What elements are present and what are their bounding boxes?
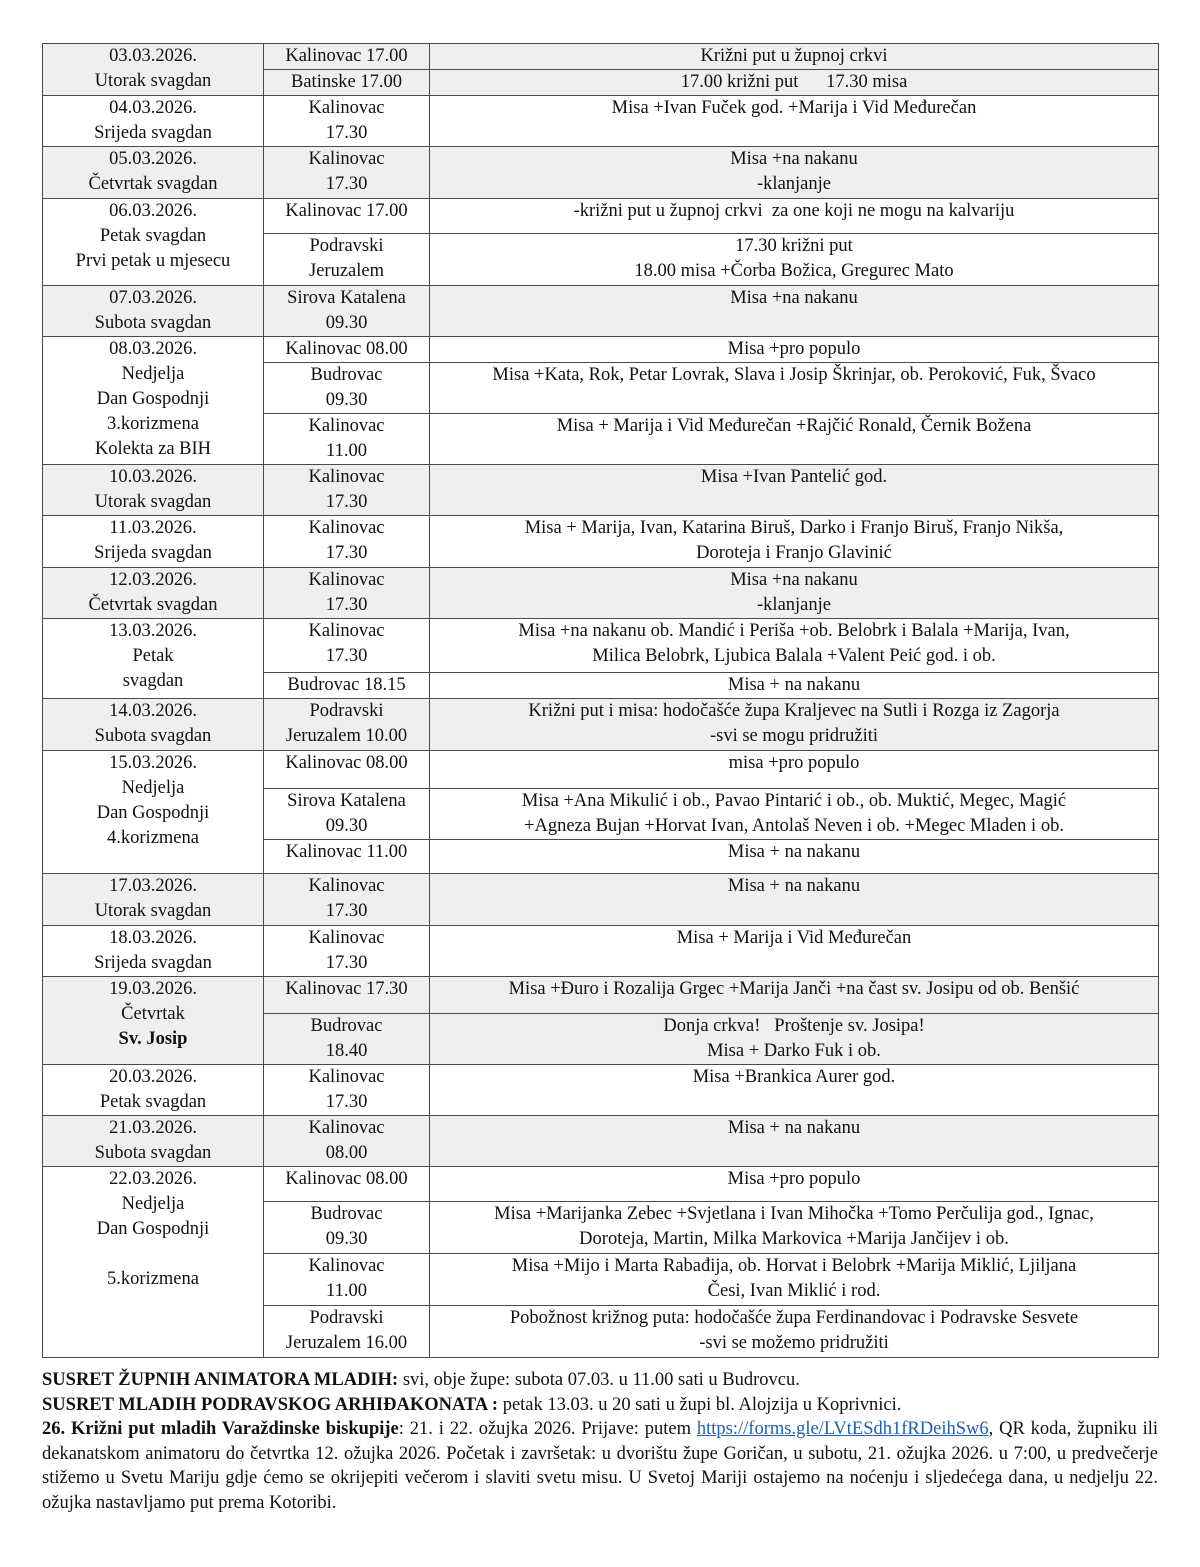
location-line: Kalinovac 17.00 <box>285 46 408 66</box>
day-cell <box>43 751 264 874</box>
note-animators <box>42 1368 1158 1393</box>
location-line: 17.30 <box>325 174 368 194</box>
day-cell <box>43 147 264 199</box>
intention-cell <box>430 414 1159 465</box>
day-label: Utorak svagdan <box>94 71 212 91</box>
schedule-row <box>43 44 1159 70</box>
location-cell <box>264 1116 430 1167</box>
location-cell <box>264 363 430 414</box>
intention-line: Pobožnost križnog puta: hodočašće župa Ferdinandovac i Podravske Sesvete <box>509 1308 1079 1328</box>
day-date: 13.03.2026. <box>109 621 197 641</box>
day-date: 15.03.2026. <box>109 753 197 773</box>
intention-cell <box>430 840 1159 874</box>
intention-line: Misa +na nakanu <box>730 570 858 590</box>
location-cell <box>264 1014 430 1065</box>
day-date: 10.03.2026. <box>109 467 197 487</box>
location-line: Kalinovac <box>308 876 385 896</box>
location-line: Kalinovac <box>308 1067 385 1087</box>
intention-cell <box>430 751 1159 789</box>
location-cell <box>264 199 430 234</box>
intention-cell <box>430 977 1159 1014</box>
location-line: Kalinovac <box>308 98 385 118</box>
location-line: Kalinovac 08.00 <box>285 1169 408 1189</box>
location-line: Podravski <box>309 701 384 721</box>
day-label: Dan Gospodnji <box>96 803 210 823</box>
intention-cell <box>430 234 1159 286</box>
day-date: 08.03.2026. <box>109 339 197 359</box>
location-line: 17.30 <box>325 953 368 973</box>
location-line: Podravski <box>309 1308 384 1328</box>
intention-cell <box>430 874 1159 926</box>
note-youth-meeting-label: SUSRET MLADIH PODRAVSKOG ARHIĐAKONATA : <box>42 1394 499 1415</box>
schedule-row <box>43 568 1159 619</box>
schedule-row <box>43 286 1159 337</box>
schedule-row <box>43 619 1159 673</box>
announcements <box>42 1368 1158 1515</box>
location-line: Kalinovac <box>308 467 385 487</box>
day-date: 05.03.2026. <box>109 149 197 169</box>
day-label: Nedjelja <box>121 778 185 798</box>
day-cell <box>43 337 264 465</box>
intention-cell <box>430 44 1159 70</box>
location-cell <box>264 1167 430 1202</box>
day-label: Nedjelja <box>121 364 185 384</box>
intention-cell <box>430 1167 1159 1202</box>
intention-line: Misa + na nakanu <box>727 876 861 896</box>
intention-line: Misa +Ana Mikulić i ob., Pavao Pintarić i ob., ob. Muktić, Megec, Magić <box>521 791 1067 811</box>
intention-cell <box>430 699 1159 751</box>
day-label: Subota svagdan <box>94 726 212 746</box>
location-cell <box>264 673 430 699</box>
schedule-row <box>43 147 1159 199</box>
schedule-row <box>43 199 1159 234</box>
schedule-row <box>43 465 1159 516</box>
intention-cell <box>430 337 1159 363</box>
location-line: Jeruzalem 10.00 <box>285 726 408 746</box>
location-line: Jeruzalem <box>309 261 384 281</box>
day-label: Nedjelja <box>121 1194 185 1214</box>
location-cell <box>264 234 430 286</box>
day-label: Utorak svagdan <box>94 901 212 921</box>
intention-cell <box>430 619 1159 673</box>
intention-line: Misa + na nakanu <box>727 1118 861 1138</box>
location-line: Kalinovac 08.00 <box>285 339 408 359</box>
day-date: 06.03.2026. <box>109 201 197 221</box>
location-cell <box>264 1306 430 1358</box>
intention-line: -svi se mogu pridružiti <box>709 726 879 746</box>
day-cell <box>43 977 264 1065</box>
day-label <box>47 1242 259 1267</box>
intention-cell <box>430 926 1159 977</box>
day-label: Četvrtak svagdan <box>88 595 218 615</box>
location-line: Budrovac 18.15 <box>287 675 406 695</box>
note-way-of-cross-text-b: , QR koda, župniku ili dekanatskom animatoru do četvrtka 12. ožujka 2026. Početak i završetak: u dvorištu župe Goričan, u subotu, 21. ožujka 2026. u 7:00, u predvečerje stižemo u Svetu Mariju gdje ćemo se okrijepiti večerom i slaviti svetu misu. U Svetoj Mariji ostajemo na noćenju i sljedećega dana, u nedjelju 22. ožujka nastavljamo put prema Kotoribi. <box>42 1419 1159 1513</box>
day-date: 22.03.2026. <box>109 1169 197 1189</box>
intention-line: Križni put i misa: hodočašće župa Kraljevec na Sutli i Rozga iz Zagorja <box>528 701 1060 721</box>
location-line: Kalinovac 17.00 <box>285 201 408 221</box>
location-cell <box>264 286 430 337</box>
location-cell <box>264 465 430 516</box>
day-label: Četvrtak <box>121 1004 185 1024</box>
day-label: 4.korizmena <box>107 828 199 848</box>
intention-line: 17.30 križni put <box>735 236 853 256</box>
day-cell <box>43 1116 264 1167</box>
intention-cell <box>430 1254 1159 1306</box>
day-date: 14.03.2026. <box>109 701 197 721</box>
intention-line: -klanjanje <box>757 595 831 615</box>
location-cell <box>264 568 430 619</box>
location-cell <box>264 414 430 465</box>
location-cell <box>264 516 430 568</box>
intention-line: Misa +pro populo <box>727 1169 861 1189</box>
location-line: Kalinovac <box>308 1118 385 1138</box>
location-cell <box>264 874 430 926</box>
day-label: 3.korizmena <box>107 414 199 434</box>
schedule-row <box>43 874 1159 926</box>
intention-line: -klanjanje <box>757 174 831 194</box>
note-way-of-cross <box>42 1417 1158 1515</box>
location-line: Budrovac <box>310 365 383 385</box>
day-date: 12.03.2026. <box>109 570 197 590</box>
intention-line: Misa + Marija i Vid Međurečan <box>676 928 912 948</box>
schedule-row <box>43 1065 1159 1116</box>
location-line: Budrovac <box>310 1204 383 1224</box>
location-line: 09.30 <box>325 1229 368 1249</box>
intention-line: Misa +Đuro i Rozalija Grgec +Marija Janči +na čast sv. Josipu od ob. Benšić <box>508 979 1080 999</box>
intention-cell <box>430 673 1159 699</box>
location-line: Kalinovac <box>308 416 385 436</box>
day-cell <box>43 1065 264 1116</box>
day-label: Subota svagdan <box>94 313 212 333</box>
day-label: Četvrtak svagdan <box>88 174 218 194</box>
intention-line: Misa +na nakanu <box>730 288 858 308</box>
location-line: Kalinovac <box>308 570 385 590</box>
location-cell <box>264 751 430 789</box>
day-date: 17.03.2026. <box>109 876 197 896</box>
intention-cell <box>430 516 1159 568</box>
day-label: Srijeda svagdan <box>94 953 212 973</box>
day-date: 21.03.2026. <box>109 1118 197 1138</box>
location-line: 17.30 <box>325 123 368 143</box>
intention-cell <box>430 1306 1159 1358</box>
intention-line: Misa + Marija, Ivan, Katarina Biruš, Darko i Franjo Biruš, Franjo Nikša, <box>524 518 1064 538</box>
day-label: Petak svagdan <box>99 226 207 246</box>
location-line: 09.30 <box>325 390 368 410</box>
location-line: 08.00 <box>325 1143 368 1163</box>
intention-line: Misa +Marijanka Zebec +Svjetlana i Ivan Mihočka +Tomo Perčulija god., Ignac, <box>494 1204 1094 1224</box>
day-label: svagdan <box>122 671 184 691</box>
location-line: Jeruzalem 16.00 <box>285 1333 408 1353</box>
location-line: 17.30 <box>325 595 368 615</box>
schedule-row <box>43 751 1159 789</box>
location-cell <box>264 1254 430 1306</box>
intention-line: -križni put u župnoj crkvi za one koji ne mogu na kalvariju <box>573 201 1015 221</box>
day-date: 03.03.2026. <box>109 46 197 66</box>
note-animators-label: SUSRET ŽUPNIH ANIMATORA MLADIH: <box>42 1370 399 1390</box>
location-cell <box>264 44 430 70</box>
location-line: 17.30 <box>325 543 368 563</box>
intention-cell <box>430 1202 1159 1254</box>
schedule-row <box>43 337 1159 363</box>
location-line: 09.30 <box>325 816 368 836</box>
location-cell <box>264 96 430 147</box>
intention-line: 18.00 misa +Čorba Božica, Gregurec Mato <box>634 261 954 281</box>
day-cell <box>43 44 264 96</box>
intention-line: Misa +pro populo <box>727 339 861 359</box>
note-way-of-cross-label: 26. Križni put mladih Varaždinske biskupije <box>42 1419 399 1439</box>
location-line: Kalinovac 08.00 <box>285 753 408 773</box>
intention-cell <box>430 363 1159 414</box>
location-line: 17.30 <box>325 901 368 921</box>
location-cell <box>264 147 430 199</box>
location-cell <box>264 926 430 977</box>
intention-line: -svi se možemo pridružiti <box>699 1333 889 1353</box>
registration-link[interactable]: https://forms.gle/LVtESdh1fRDeihSw6 <box>696 1419 989 1439</box>
day-cell <box>43 619 264 699</box>
schedule-row <box>43 977 1159 1014</box>
location-line: 17.30 <box>325 1092 368 1112</box>
intention-line: 17.00 križni put 17.30 misa <box>680 72 908 92</box>
day-cell <box>43 568 264 619</box>
schedule-row <box>43 926 1159 977</box>
day-date: 18.03.2026. <box>109 928 197 948</box>
schedule-row <box>43 516 1159 568</box>
location-line: Kalinovac 17.30 <box>285 979 408 999</box>
intention-cell <box>430 568 1159 619</box>
location-cell <box>264 337 430 363</box>
day-label: Prvi petak u mjesecu <box>75 251 231 271</box>
schedule-row <box>43 699 1159 751</box>
location-cell <box>264 1202 430 1254</box>
schedule-row <box>43 1116 1159 1167</box>
location-line: Sirova Katalena <box>287 288 406 308</box>
day-date: 11.03.2026. <box>109 518 197 538</box>
intention-cell <box>430 199 1159 234</box>
day-cell <box>43 699 264 751</box>
day-label: Petak svagdan <box>99 1092 207 1112</box>
day-date: 04.03.2026. <box>109 98 197 118</box>
intention-line: misa +pro populo <box>728 753 860 773</box>
day-label: 5.korizmena <box>107 1269 199 1289</box>
day-cell <box>43 926 264 977</box>
location-cell <box>264 1065 430 1116</box>
day-date: 19.03.2026. <box>109 979 197 999</box>
intention-cell <box>430 286 1159 337</box>
mass-schedule-table <box>42 43 1159 1358</box>
location-line: Podravski <box>309 236 384 256</box>
day-label: Srijeda svagdan <box>94 123 212 143</box>
day-cell <box>43 874 264 926</box>
intention-line: +Agneza Bujan +Horvat Ivan, Antolaš Neven i ob. +Megec Mladen i ob. <box>524 816 1064 836</box>
intention-line: Misa +Kata, Rok, Petar Lovrak, Slava i Josip Škrinjar, ob. Peroković, Fuk, Švaco <box>492 365 1096 385</box>
intention-line: Doroteja, Martin, Milka Markovica +Marija Jančijev i ob. <box>579 1229 1009 1249</box>
note-animators-text: svi, obje župe: subota 07.03. u 11.00 sati u Budrovcu. <box>398 1370 800 1390</box>
intention-cell <box>430 1116 1159 1167</box>
location-line: Kalinovac <box>308 149 385 169</box>
day-cell <box>43 516 264 568</box>
intention-line: Doroteja i Franjo Glavinić <box>696 543 892 563</box>
location-line: 09.30 <box>325 313 368 333</box>
day-label: Dan Gospodnji <box>96 389 210 409</box>
intention-line: Misa +Ivan Pantelić god. <box>700 467 888 487</box>
schedule-row <box>43 96 1159 147</box>
location-line: 18.40 <box>325 1041 368 1061</box>
day-date: 20.03.2026. <box>109 1067 197 1087</box>
day-cell <box>43 286 264 337</box>
day-label: Kolekta za BIH <box>94 439 212 459</box>
location-line: Sirova Katalena <box>287 791 406 811</box>
day-label: Sv. Josip <box>118 1029 188 1049</box>
location-cell <box>264 619 430 673</box>
day-date: 07.03.2026. <box>109 288 197 308</box>
intention-cell <box>430 70 1159 96</box>
note-youth-meeting-text: petak 13.03. u 20 sati u župi bl. Alojzija u Koprivnici. <box>498 1394 902 1415</box>
intention-line: Misa + Darko Fuk i ob. <box>707 1041 881 1061</box>
intention-line: Križni put u župnoj crkvi <box>700 46 888 66</box>
day-label: Dan Gospodnji <box>96 1219 210 1239</box>
intention-line: Misa +na nakanu <box>730 149 858 169</box>
intention-line: Donja crkva! Proštenje sv. Josipa! <box>663 1016 925 1036</box>
location-line: Kalinovac <box>308 621 385 641</box>
intention-cell <box>430 96 1159 147</box>
intention-line: Misa + na nakanu <box>727 842 861 862</box>
location-cell <box>264 840 430 874</box>
location-line: 17.30 <box>325 646 368 666</box>
location-cell <box>264 977 430 1014</box>
location-line: 17.30 <box>325 492 368 512</box>
intention-line: Misa +na nakanu ob. Mandić i Periša +ob. Belobrk i Balala +Marija, Ivan, <box>518 621 1070 641</box>
intention-cell <box>430 1065 1159 1116</box>
day-label: Srijeda svagdan <box>94 543 212 563</box>
intention-cell <box>430 147 1159 199</box>
location-line: Kalinovac <box>308 518 385 538</box>
intention-line: Milica Belobrk, Ljubica Balala +Valent Peić god. i ob. <box>592 646 996 666</box>
intention-line: Misa +Brankica Aurer god. <box>692 1067 896 1087</box>
intention-line: Misa +Mijo i Marta Rabađija, ob. Horvat i Belobrk +Marija Miklić, Ljiljana <box>511 1256 1077 1276</box>
location-line: 11.00 <box>326 441 367 461</box>
intention-line: Misa + Marija i Vid Međurečan +Rajčić Ronald, Černik Božena <box>556 416 1032 436</box>
location-cell <box>264 789 430 840</box>
day-cell <box>43 96 264 147</box>
day-cell <box>43 199 264 286</box>
day-cell <box>43 1167 264 1358</box>
intention-line: Misa + na nakanu <box>727 675 861 695</box>
day-cell <box>43 465 264 516</box>
location-line: Kalinovac <box>308 1256 385 1276</box>
location-line: 11.00 <box>326 1281 367 1301</box>
intention-cell <box>430 1014 1159 1065</box>
day-label: Subota svagdan <box>94 1143 212 1163</box>
location-line: Kalinovac 11.00 <box>285 842 408 862</box>
location-cell <box>264 699 430 751</box>
day-label: Petak <box>132 646 174 666</box>
location-line: Budrovac <box>310 1016 383 1036</box>
note-youth-meeting <box>42 1393 1158 1418</box>
location-cell <box>264 70 430 96</box>
intention-cell <box>430 465 1159 516</box>
intention-line: Česi, Ivan Miklić i rod. <box>707 1281 881 1301</box>
intention-cell <box>430 789 1159 840</box>
day-label: Utorak svagdan <box>94 492 212 512</box>
location-line: Batinske 17.00 <box>291 72 402 92</box>
schedule-row <box>43 1167 1159 1202</box>
intention-line: Misa +Ivan Fuček god. +Marija i Vid Međurečan <box>611 98 977 118</box>
note-way-of-cross-text-a: : 21. i 22. ožujka 2026. Prijave: putem <box>398 1419 697 1439</box>
location-line: Kalinovac <box>308 928 385 948</box>
